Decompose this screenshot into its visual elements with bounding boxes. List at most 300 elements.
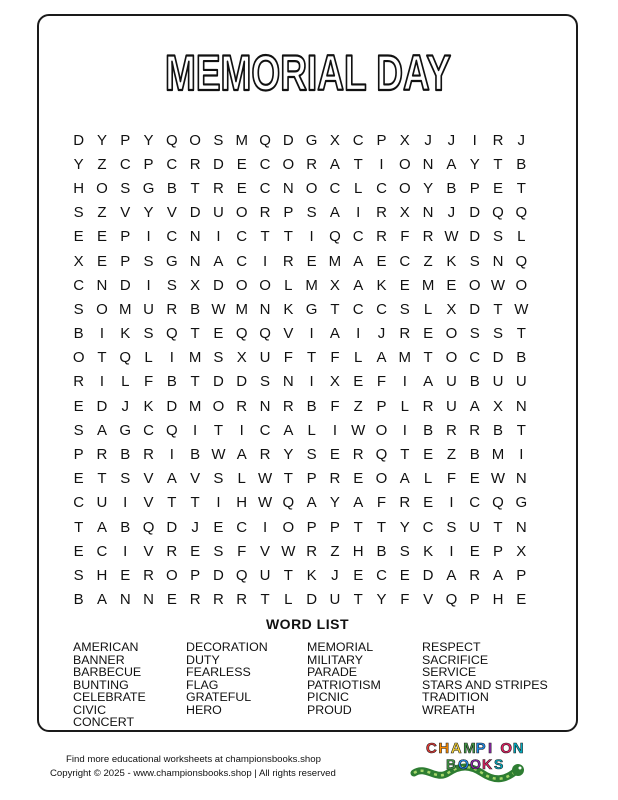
grid-letter: C (166, 228, 178, 246)
grid-letter: T (353, 518, 363, 536)
grid-letter: T (190, 373, 200, 391)
grid-letter: E (516, 591, 527, 609)
logo-letter: M (463, 740, 476, 757)
grid-letter: L (237, 470, 246, 488)
grid-letter: D (236, 373, 248, 391)
grid-letter: T (167, 494, 177, 512)
grid-letter: O (235, 204, 248, 222)
grid-letter: C (376, 300, 387, 318)
grid-row (67, 273, 533, 297)
grid-letter: C (352, 300, 364, 318)
grid-letter: I (472, 131, 477, 149)
word-list-column-2 (186, 641, 268, 716)
grid-letter: B (166, 373, 177, 391)
grid-letter: Q (515, 204, 528, 222)
grid-letter: Y (143, 131, 154, 149)
grid-letter: T (353, 591, 363, 609)
grid-letter: C (329, 179, 341, 197)
grid-letter: E (423, 494, 434, 512)
grid-letter: E (306, 252, 317, 270)
grid-letter: W (351, 421, 366, 439)
grid-letter: S (120, 179, 131, 197)
grid-letter: P (306, 518, 317, 536)
word-list-item: HERO (186, 702, 222, 717)
grid-letter: E (376, 252, 387, 270)
grid-letter: O (375, 421, 388, 439)
grid-letter: R (189, 591, 201, 609)
grid-letter: N (259, 300, 271, 318)
grid-letter: T (97, 470, 107, 488)
grid-letter: B (166, 179, 177, 197)
grid-letter: S (73, 204, 84, 222)
grid-letter: Y (376, 591, 387, 609)
grid-letter: D (469, 228, 481, 246)
grid-letter: I (519, 446, 524, 464)
grid-letter: N (422, 155, 434, 173)
grid-letter: T (493, 300, 503, 318)
grid-letter: A (329, 155, 340, 173)
grid-letter: V (260, 542, 271, 560)
grid-letter: M (118, 300, 132, 318)
grid-letter: B (469, 373, 480, 391)
grid-letter: T (190, 494, 200, 512)
grid-letter: S (73, 300, 84, 318)
grid-row (67, 322, 533, 346)
grid-letter: G (142, 179, 155, 197)
grid-letter: R (306, 155, 318, 173)
grid-letter: W (211, 300, 226, 318)
grid-letter: J (447, 131, 456, 149)
grid-letter: C (422, 518, 434, 536)
grid-letter: X (446, 300, 457, 318)
grid-letter: E (353, 566, 364, 584)
word-list-item: STARS AND STRIPES (422, 677, 548, 692)
grid-letter: C (376, 566, 387, 584)
grid-letter: E (213, 325, 224, 343)
grid-letter: F (330, 397, 340, 415)
grid-letter: K (423, 542, 434, 560)
grid-letter: B (492, 421, 503, 439)
grid-letter: F (376, 494, 387, 512)
word-list-item: RESPECT (422, 640, 481, 654)
grid-letter: I (193, 421, 198, 439)
grid-letter: J (331, 566, 339, 584)
grid-letter: Y (73, 155, 84, 173)
grid-letter: G (515, 494, 528, 512)
grid-letter: I (99, 373, 105, 391)
grid-letter: N (143, 591, 154, 609)
word-list-item: CIVIC (73, 702, 107, 717)
grid-letter: D (492, 349, 504, 367)
grid-letter: Q (259, 325, 271, 343)
grid-letter: I (99, 325, 105, 343)
grid-letter: Y (143, 204, 154, 222)
champions-books-logo (412, 737, 532, 785)
grid-letter: X (190, 276, 201, 294)
grid-row (67, 201, 533, 225)
grid-letter: C (236, 252, 248, 270)
logo-letter: B (446, 756, 457, 772)
grid-letter: X (329, 276, 340, 294)
word-list-item: MILITARY (307, 652, 363, 667)
grid-letter: T (283, 228, 293, 246)
grid-letter: O (398, 179, 411, 197)
grid-letter: T (330, 300, 340, 318)
grid-letter: U (259, 566, 271, 584)
grid-letter: C (96, 542, 108, 560)
grid-letter: S (399, 542, 410, 560)
grid-letter: O (96, 300, 108, 318)
grid-letter: H (492, 591, 504, 609)
grid-letter: A (423, 373, 434, 391)
grid-letter: T (516, 179, 526, 197)
grid-letter: Q (119, 349, 132, 367)
grid-letter: I (449, 494, 454, 512)
grid-letter: H (236, 494, 248, 512)
grid-letter: I (239, 421, 244, 439)
grid-letter: Q (235, 325, 248, 343)
grid-letter: B (190, 446, 201, 464)
grid-letter: A (492, 566, 503, 584)
grid-letter: C (73, 276, 85, 294)
grid-letter: P (143, 155, 154, 173)
grid-row (67, 394, 533, 418)
grid-letter: I (146, 276, 151, 294)
grid-letter: T (493, 518, 503, 536)
logo-letter: O (500, 740, 513, 757)
grid-letter: M (305, 276, 318, 294)
grid-letter: B (469, 446, 480, 464)
grid-letter: R (492, 131, 504, 149)
grid-letter: R (166, 542, 178, 560)
grid-letter: N (422, 204, 434, 222)
grid-letter: W (257, 470, 273, 488)
grid-letter: I (216, 228, 221, 246)
title-outline-text (158, 38, 458, 102)
grid-letter: J (447, 204, 456, 222)
grid-letter: G (305, 131, 318, 149)
word-list-item: FLAG (186, 677, 219, 692)
grid-letter: C (352, 228, 364, 246)
grid-letter: A (329, 204, 340, 222)
grid-row (67, 418, 533, 442)
grid-letter: R (96, 446, 108, 464)
logo-graphic (412, 737, 532, 785)
grid-letter: N (515, 518, 527, 536)
grid-letter: Z (97, 204, 107, 222)
grid-letter: P (516, 566, 527, 584)
word-list-title: WORD LIST (265, 616, 350, 632)
grid-letter: W (444, 228, 459, 246)
word-list-item: CELEBRATE (73, 690, 146, 704)
grid-letter: O (515, 276, 528, 294)
grid-letter: T (400, 446, 410, 464)
grid-letter: P (190, 566, 201, 584)
grid-letter: C (376, 179, 387, 197)
grid-letter: G (305, 300, 318, 318)
word-list-item: BARBECUE (73, 665, 142, 679)
grid-letter: B (423, 421, 434, 439)
grid-letter: Q (166, 131, 178, 149)
grid-row (67, 491, 533, 515)
grid-row (67, 515, 533, 539)
grid-letter: S (213, 131, 224, 149)
word-list-item: DUTY (186, 652, 220, 667)
logo-letter: O (470, 756, 481, 772)
grid-letter: L (517, 228, 526, 246)
grid-letter: T (213, 421, 224, 439)
grid-letter: F (376, 373, 387, 391)
grid-letter: E (73, 397, 84, 415)
grid-letter: Q (329, 228, 341, 246)
grid-letter: A (283, 421, 294, 439)
grid-row (67, 152, 533, 176)
grid-letter: J (517, 131, 526, 149)
grid-letter: A (96, 421, 107, 439)
grid-letter: A (376, 349, 387, 367)
word-list-item: PATRIOTISM (307, 677, 381, 692)
grid-letter: B (516, 349, 527, 367)
word-list-item: WREATH (422, 702, 475, 717)
grid-letter: O (259, 276, 271, 294)
grid-letter: R (399, 494, 411, 512)
grid-letter: Q (166, 325, 178, 343)
grid-letter: R (259, 446, 271, 464)
grid-letter: H (73, 179, 85, 197)
grid-letter: S (260, 373, 271, 391)
grid-letter: R (445, 421, 457, 439)
grid-letter: Q (492, 204, 504, 222)
grid-row (67, 467, 533, 491)
logo-letter: P (475, 740, 486, 757)
word-list-item: AMERICAN (73, 640, 139, 654)
grid-letter: R (236, 397, 248, 415)
grid-letter: E (423, 446, 434, 464)
grid-letter: S (73, 566, 84, 584)
grid-letter: U (445, 373, 457, 391)
grid-letter: X (329, 131, 340, 149)
grid-letter: Q (259, 131, 271, 149)
grid-letter: S (73, 421, 84, 439)
footer-copyright-text: Copyright © 2025 - www.championsbooks.shop | All rights reserved (50, 768, 336, 779)
grid-letter: I (402, 373, 407, 391)
grid-letter: A (353, 276, 364, 294)
grid-letter: C (236, 518, 248, 536)
word-list-item: MEMORIAL (307, 640, 374, 654)
grid-row (67, 176, 533, 200)
grid-letter: O (468, 276, 481, 294)
grid-letter: S (306, 204, 317, 222)
grid-letter: P (469, 179, 480, 197)
grid-letter: Q (445, 591, 458, 609)
grid-letter: P (283, 204, 294, 222)
grid-letter: V (283, 325, 294, 343)
grid-letter: Z (353, 397, 363, 415)
grid-letter: Q (375, 446, 388, 464)
word-list-item: BUNTING (73, 677, 129, 692)
grid-letter: P (376, 397, 387, 415)
word-list-column-1 (73, 641, 146, 729)
grid-letter: R (399, 325, 411, 343)
grid-letter: L (144, 349, 153, 367)
grid-letter: S (469, 252, 480, 270)
grid-letter: E (236, 179, 247, 197)
grid-letter: E (73, 228, 84, 246)
grid-row (67, 249, 533, 273)
grid-letter: Y (399, 518, 410, 536)
grid-letter: E (96, 252, 107, 270)
grid-letter: C (236, 228, 248, 246)
snake-head-icon (512, 764, 524, 776)
grid-letter: I (356, 325, 361, 343)
grid-letter: T (260, 591, 270, 609)
word-list-column-3 (307, 641, 381, 716)
logo-letter: S (494, 756, 504, 772)
grid-letter: I (262, 252, 268, 270)
grid-letter: I (402, 421, 407, 439)
word-list-item: BANNER (73, 652, 125, 667)
grid-letter: E (73, 542, 84, 560)
grid-letter: W (211, 446, 226, 464)
grid-letter: R (329, 470, 341, 488)
grid-letter: U (469, 518, 481, 536)
grid-letter: O (282, 518, 295, 536)
grid-letter: S (446, 518, 457, 536)
grid-row (67, 563, 533, 587)
grid-letter: F (330, 349, 340, 367)
grid-letter: U (329, 591, 341, 609)
grid-row (67, 588, 533, 612)
grid-letter: D (422, 566, 434, 584)
grid-letter: R (422, 397, 434, 415)
grid-letter: J (424, 131, 432, 149)
grid-letter: Z (97, 155, 107, 173)
grid-letter: E (399, 276, 410, 294)
grid-row (67, 297, 533, 321)
grid-letter: D (469, 300, 481, 318)
grid-letter: P (120, 131, 131, 149)
grid-letter: Z (330, 542, 340, 560)
grid-letter: F (446, 470, 456, 488)
grid-letter: B (120, 446, 131, 464)
grid-letter: E (446, 276, 457, 294)
title-label: MEMORIAL DAY (164, 45, 451, 101)
grid-letter: L (284, 276, 293, 294)
grid-letter: J (121, 397, 129, 415)
grid-letter: D (166, 397, 178, 415)
grid-letter: T (307, 349, 317, 367)
grid-letter: E (353, 470, 364, 488)
grid-letter: I (356, 204, 361, 222)
grid-letter: V (190, 470, 201, 488)
grid-letter: K (283, 300, 294, 318)
grid-letter: A (329, 325, 340, 343)
grid-letter: R (213, 591, 224, 609)
grid-letter: N (96, 276, 108, 294)
grid-letter: I (169, 446, 174, 464)
grid-letter: R (166, 300, 178, 318)
grid-letter: P (120, 252, 131, 270)
grid-letter: G (166, 252, 178, 270)
grid-letter: I (123, 494, 128, 512)
grid-letter: T (190, 179, 200, 197)
grid-letter: M (188, 349, 202, 367)
grid-letter: P (329, 518, 340, 536)
word-search-grid (67, 128, 533, 612)
grid-letter: L (284, 591, 293, 609)
grid-letter: A (446, 566, 457, 584)
grid-letter: S (306, 446, 317, 464)
grid-letter: R (189, 155, 201, 173)
grid-letter: O (235, 276, 248, 294)
word-list-item: GRATEFUL (186, 690, 252, 704)
grid-letter: O (305, 179, 318, 197)
grid-letter: U (492, 373, 504, 391)
footer (50, 753, 336, 781)
grid-letter: A (469, 397, 480, 415)
grid-letter: X (329, 373, 340, 391)
grid-letter: T (190, 325, 200, 343)
grid-letter: T (74, 518, 84, 536)
grid-letter: C (166, 155, 178, 173)
word-list-item: FEARLESS (186, 665, 251, 679)
word-list-item: SERVICE (422, 665, 477, 679)
grid-letter: A (96, 518, 107, 536)
grid-letter: C (469, 349, 481, 367)
grid-letter: C (259, 421, 271, 439)
logo-letter: N (512, 740, 524, 757)
logo-letter: A (450, 740, 462, 757)
grid-letter: F (283, 349, 293, 367)
grid-letter: C (119, 155, 131, 173)
grid-letter: C (469, 494, 481, 512)
grid-letter: M (328, 252, 342, 270)
grid-letter: E (213, 518, 224, 536)
grid-letter: E (236, 155, 247, 173)
grid-letter: P (376, 131, 387, 149)
grid-letter: L (354, 349, 363, 367)
grid-letter: R (469, 421, 481, 439)
grid-letter: P (306, 470, 317, 488)
grid-letter: E (120, 566, 131, 584)
grid-letter: F (400, 228, 410, 246)
grid-letter: D (469, 204, 481, 222)
grid-letter: T (376, 518, 387, 536)
grid-letter: Z (423, 252, 433, 270)
grid-letter: C (259, 155, 271, 173)
grid-letter: D (213, 155, 224, 173)
grid-letter: P (492, 542, 503, 560)
grid-letter: N (189, 228, 201, 246)
grid-letter: R (376, 228, 387, 246)
grid-letter: A (353, 494, 364, 512)
page-title (37, 38, 578, 108)
grid-letter: N (492, 252, 504, 270)
grid-letter: T (97, 349, 107, 367)
grid-letter: R (352, 446, 364, 464)
grid-letter: T (283, 470, 293, 488)
grid-letter: D (73, 131, 85, 149)
footer-promo-text: Find more educational worksheets at championsbooks.shop (66, 754, 321, 765)
grid-letter: S (492, 325, 503, 343)
grid-letter: Q (515, 252, 528, 270)
grid-letter: V (423, 591, 434, 609)
grid-letter: O (189, 131, 201, 149)
word-list-item: DECORATION (186, 640, 268, 654)
grid-letter: M (188, 397, 202, 415)
grid-letter: I (449, 542, 454, 560)
grid-letter: X (399, 204, 410, 222)
